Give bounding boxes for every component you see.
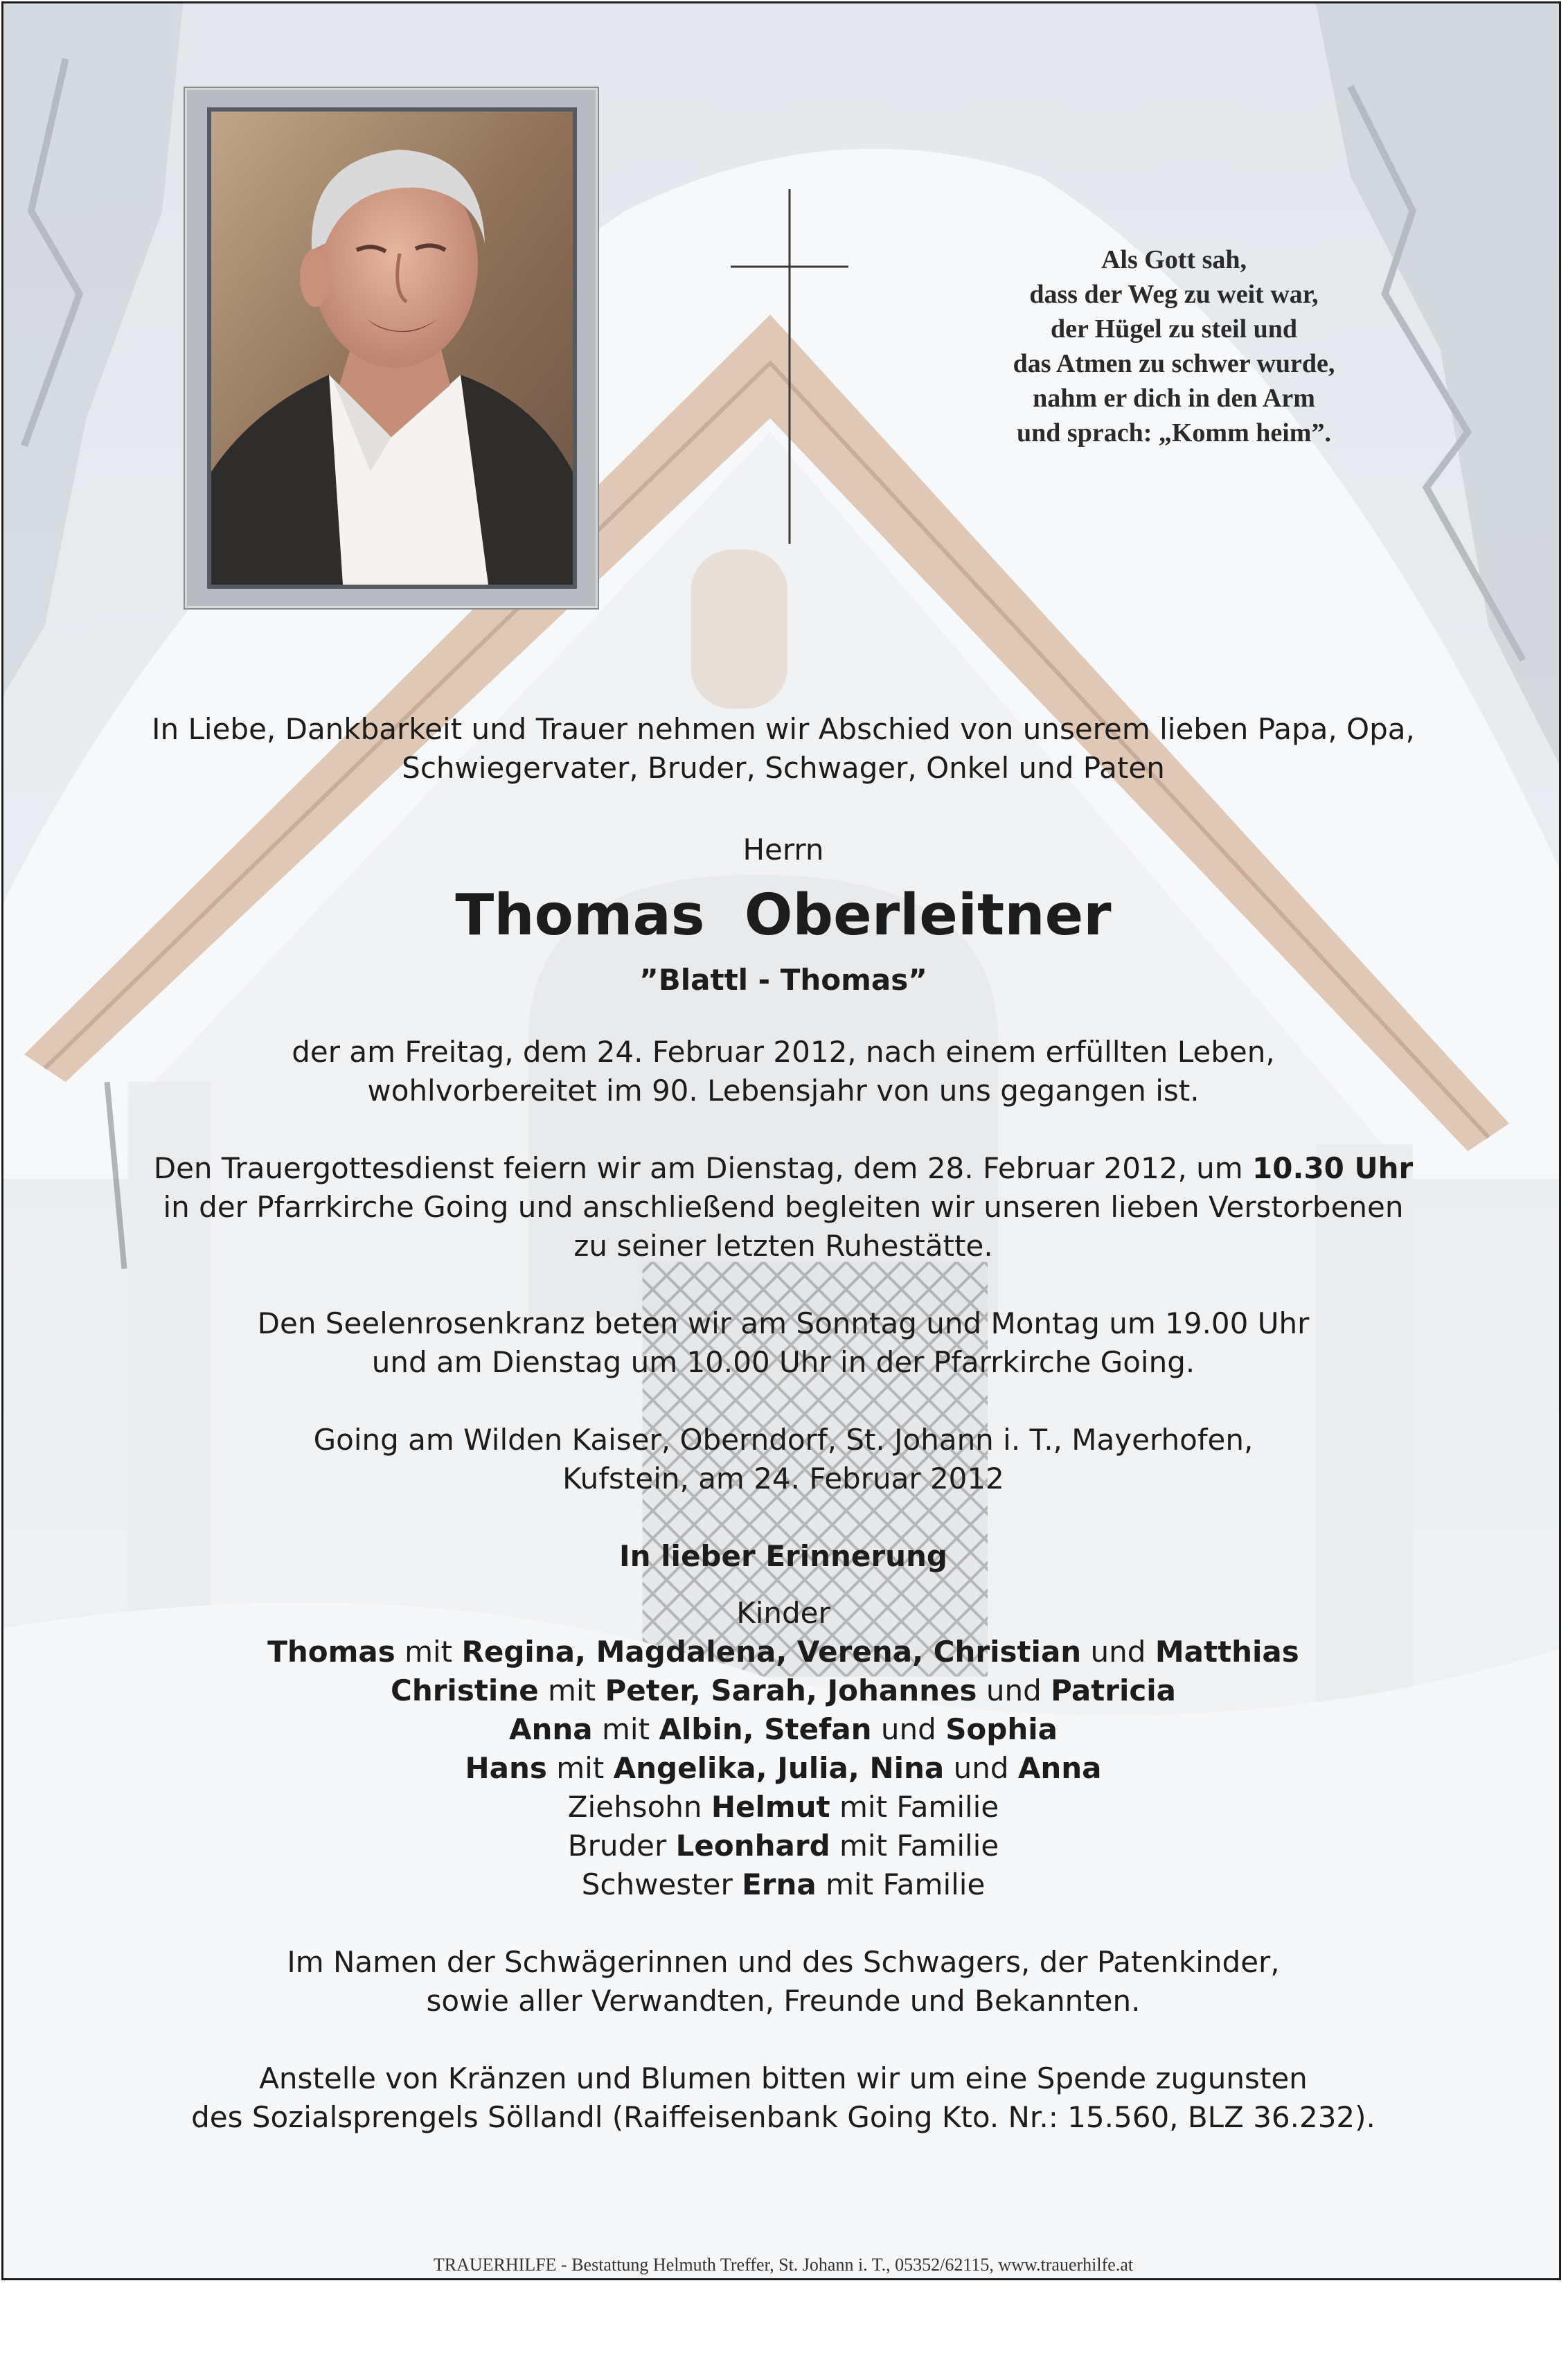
relative-pre: Bruder [567, 1829, 676, 1863]
family-word: und [871, 1712, 946, 1746]
family-last: Matthias [1155, 1635, 1299, 1669]
memory-heading: In lieber Erinnerung [619, 1539, 947, 1573]
donation-line: Anstelle von Kränzen und Blumen bitten wir um eine Spende zugunsten [259, 2061, 1308, 2095]
relative-name: Erna [742, 1867, 817, 1901]
nickname: ”Blattl - Thomas” [639, 963, 927, 997]
children-heading: Kinder [736, 1596, 830, 1630]
donation-line: des Sozialsprengels Söllandl (Raiffeisenbank Going Kto. Nr.: 15.560, BLZ 36.232). [191, 2100, 1375, 2134]
poem-line: Als Gott sah, [1101, 245, 1247, 274]
relative-pre: Ziehsohn [567, 1790, 711, 1824]
rosary-line: und am Dienstag um 10.00 Uhr in der Pfarrkirche Going. [371, 1345, 1195, 1379]
death-line: wohlvorbereitet im 90. Lebensjahr von uns gegangen ist. [367, 1074, 1200, 1108]
family-head: Thomas [267, 1635, 395, 1669]
family-word: und [1081, 1635, 1155, 1669]
relative-pre: Schwester [581, 1867, 742, 1901]
family-members: Regina, Magdalena, Verena, Christian [461, 1635, 1082, 1669]
poem-line: und sprach: „Komm heim”. [1017, 418, 1331, 447]
portrait-frame [184, 87, 599, 610]
family-line [3, 1710, 1561, 1749]
poem-line: nahm er dich in den Arm [1033, 384, 1315, 413]
relative-line [3, 1827, 1561, 1865]
poem-line: der Hügel zu steil und [1050, 314, 1298, 344]
family-head: Anna [508, 1712, 593, 1746]
funeral-text: Den Trauergottesdienst feiern wir am Dienstag, dem 28. Februar 2012, um [153, 1151, 1253, 1185]
cross-icon [731, 189, 848, 544]
family-line [3, 1633, 1561, 1671]
funeral-line: in der Pfarrkirche Going und anschließend begleiten wir unseren lieben Verstorbenen [163, 1190, 1404, 1224]
footer-undertaker: TRAUERHILFE - Bestattung Helmuth Treffer, St. Johann i. T., 05352/62115, www.trauerhilfe.at [433, 2255, 1134, 2275]
funeral-time: 10.30 Uhr [1252, 1151, 1414, 1185]
obituary-frame [1, 1, 1561, 2280]
relative-post: mit Familie [816, 1867, 986, 1901]
relative-name: Leonhard [675, 1829, 830, 1863]
family-members: Angelika, Julia, Nina [613, 1751, 945, 1785]
poem [932, 242, 1416, 450]
closing-line: sowie aller Verwandten, Freunde und Bekannten. [426, 1984, 1141, 2018]
family-word: mit [546, 1751, 614, 1785]
family-word: und [944, 1751, 1018, 1785]
poem-line: das Atmen zu schwer wurde, [1013, 349, 1335, 378]
family-line [3, 1749, 1561, 1788]
portrait-image [211, 112, 573, 585]
relative-name: Helmut [711, 1790, 830, 1824]
funeral-line: zu seiner letzten Ruhestätte. [573, 1229, 993, 1263]
relative-post: mit Familie [830, 1790, 999, 1824]
family-word: mit [538, 1673, 605, 1707]
family-head: Hans [465, 1751, 547, 1785]
relative-post: mit Familie [830, 1829, 999, 1863]
family-head: Christine [391, 1673, 539, 1707]
salutation: Herrn [742, 833, 824, 867]
place-date-line: Going am Wilden Kaiser, Oberndorf, St. Johann i. T., Mayerhofen, [313, 1423, 1254, 1457]
deceased-name: Thomas Oberleitner [455, 882, 1112, 948]
relative-line [3, 1865, 1561, 1904]
obituary-text [3, 710, 1561, 2137]
family-word: und [977, 1673, 1051, 1707]
place-date-line: Kufstein, am 24. Februar 2012 [562, 1462, 1004, 1495]
family-last: Patricia [1051, 1673, 1176, 1707]
family-line [3, 1671, 1561, 1710]
family-last: Anna [1017, 1751, 1102, 1785]
family-members: Albin, Stefan [659, 1712, 872, 1746]
closing-line: Im Namen der Schwägerinnen und des Schwagers, der Patenkinder, [287, 1945, 1280, 1979]
intro-line: Schwiegervater, Bruder, Schwager, Onkel und Paten [402, 751, 1165, 785]
family-members: Peter, Sarah, Johannes [605, 1673, 977, 1707]
family-word: mit [592, 1712, 659, 1746]
intro-line: In Liebe, Dankbarkeit und Trauer nehmen wir Abschied von unserem lieben Papa, Opa, [152, 712, 1415, 746]
funeral-line [3, 1149, 1561, 1188]
poem-line: dass der Weg zu weit war, [1029, 280, 1319, 309]
family-last: Sophia [945, 1712, 1058, 1746]
portrait-photo [207, 107, 577, 589]
death-line: der am Freitag, dem 24. Februar 2012, nach einem erfüllten Leben, [292, 1035, 1275, 1069]
relative-line [3, 1788, 1561, 1827]
family-word: mit [395, 1635, 462, 1669]
rosary-line: Den Seelenrosenkranz beten wir am Sonntag und Montag um 19.00 Uhr [257, 1306, 1310, 1340]
